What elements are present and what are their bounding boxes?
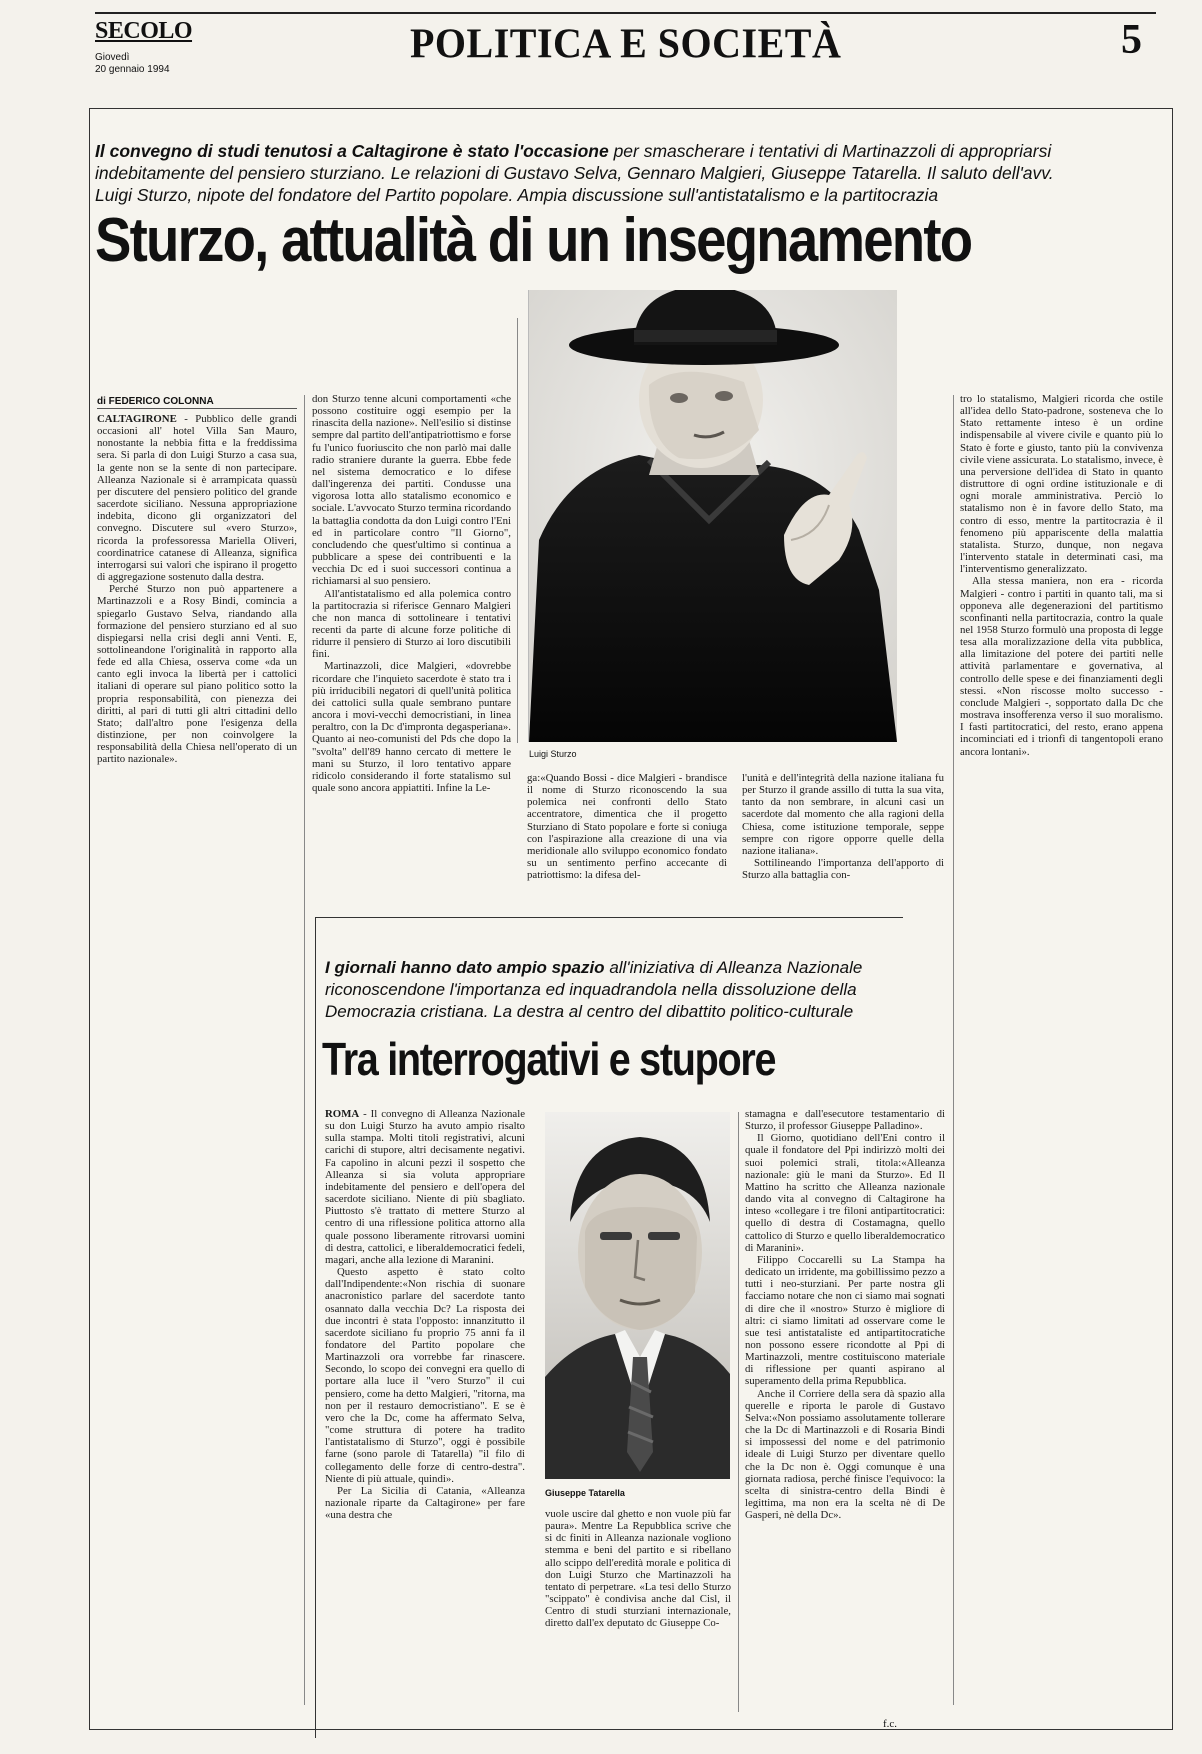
masthead-rule — [95, 12, 1156, 14]
article2-col3-paragraph: stamagna e dall'esecutore testamentario di Sturzo, il professor Giuseppe Palladino». — [745, 1108, 945, 1133]
article1-kicker — [95, 140, 1055, 206]
photo-caption: Luigi Sturzo — [529, 749, 577, 759]
article2-col1-paragraph: Per La Sicilia di Catania, «Alleanza nazionale riparte da Caltagirone» per fare «una destra che — [325, 1484, 525, 1522]
article2-kicker — [325, 957, 895, 1023]
article2-col1-intro: - Il convegno di Alleanza Nazionale su don Luigi Sturzo ha avuto ampio risalto sulla stampa. Molti titoli registrativi, alcuni carichi di stupore, altri decisamente negativi. Fa capolino in alcuni pezzi il sospetto che Alleanza si sia voluta appropriare indebitamente del pensiero e dell'opera del sacerdote siciliano. Niente di più sbagliato. Piuttosto s'è trattato di mettere Sturzo al centro di una riflessione politica attorno alla quale possono liberamente ritrovarsi uomini di destra, cattolici, e liberaldemocratici fedeli, magari, anche alla lezione di Maranini. — [325, 1108, 525, 1266]
article2-col3-paragraph: Anche il Corriere della sera dà spazio alla querelle e riporta le parole di Gustavo Selva:«Non possiamo assolutamente tollerare che la Dc di Martinazzoli e di Rosaria Bindi si impossessi del nome e del patrimonio ideale di Luigi Sturzo per diventare quello che la Dc non è. Oggi comunque è una giornata radiosa, perché finisce l'equivoco: la scelta di sinistra-centro della Bindi è legittima, ma non era la scelta nè di De Gasperi, nè della Dc». — [745, 1387, 945, 1522]
issue-day: Giovedì — [95, 52, 130, 63]
article2-dateline: ROMA — [325, 1108, 360, 1120]
newspaper-brand: SECOLO — [95, 18, 193, 44]
article1-column-3 — [527, 772, 727, 910]
article1-col1-intro: - Pubblico delle grandi occasioni all' hotel Villa San Mauro, nonostante la nebbia fitta e la freddissima sera. Si parla di don Luigi Sturzo a casa sua, la gente non se la sente di non partecipare. Alleanza Nazionale si è arrampicata quassù per discutere del pensiero politico del grande sacerdote siciliano. Nessuna appropriazione indebita, dicono gli organizzatori del convegno. Discutere sul «vero Sturzo», ricorda la professoressa Mariella Oliveri, coordinatrice catanese di Alleanza, significa interrogarsi sui valori che ispirano il progetto di aggregazione sostenuto dalla destra. — [97, 413, 297, 584]
article1-kicker-bold: Il convegno di studi tenutosi a Caltagirone è stato l'occasione — [95, 141, 609, 161]
article1-column-1 — [97, 413, 297, 1713]
article1-col1-paragraph: Perché Sturzo non può appartenere a Martinazzoli e a Rosy Bindi, comincia a spiegarlo Gustavo Selva, riandando alla formazione del pensiero sturziano ed al suo dispiegarsi nella crisi degli anni Venti. E, sottolineandone l'originalità in rapporto alla fede ed alla Chiesa, osserva come «da un canto egli invoca la libertà per i cattolici italiani di operare sul piano politico sotto la propria responsabilità, con pienezza dei diritti, al pari di tutti gli altri cittadini dello Stato; dall'altro pone l'esigenza della distinzione, per non coinvolgere la responsabilità della Chiesa nell'operato di un partito nazionale». — [97, 583, 297, 766]
article1-dateline: CALTAGIRONE — [97, 413, 177, 425]
article1-col2-paragraph: Martinazzoli, dice Malgieri, «dovrebbe ricordare che l'inquieto sacerdote è stato tra i più irriducibili negatori di quell'unità politica dei cattolici sulla quale sembrano puntare ancora i movi-vecchi democristiani, in linea peraltro, con la Dc d'impronta degasperiana». Quanto ai neo-comunisti del Pds che dopo la "svolta" dell'89 hanno cercato di mettere le mani su Sturzo, il loro tentativo appare ridicolo considerando il forte statalismo sul quale sono ancora appiattiti. Infine la Le- — [312, 660, 511, 794]
article1-headline: Sturzo, attualità di un insegnamento — [95, 206, 972, 275]
tatarella-portrait-icon — [545, 1112, 730, 1479]
article1-kicker-rest: per smascherare i tentativi di Martinazzoli di appropriarsi indebitamente del pensiero sturziano. Le relazioni di Gustavo Selva, Gennaro Malgieri, Giuseppe Tatarella. Il saluto dell'avv. Luigi Sturzo, nipote del fondatore del Partito popolare. Ampia discussione sull'antistatalismo e la partitocrazia — [95, 141, 1054, 205]
article2-col2-paragraph: vuole uscire dal ghetto e non vuole più far paura». Mentre La Repubblica scrive che si dc finiti in Alleanza nazionale vogliono stemma e beni del partito e si ribellano allo scippo dell'eredità morale e politica di don Luigi Sturzo che Martinazzoli ha tentato di perpetrare. «La tesi dello Sturzo "scippato" è condivisa anche dal Cisl, il Centro di studi sturziani internazionale, diretto dall'ex deputato dc Giuseppe Co- — [545, 1508, 731, 1630]
photo-giuseppe-tatarella — [545, 1112, 730, 1479]
byline: di FEDERICO COLONNA — [97, 396, 214, 407]
article2-column-2 — [545, 1508, 731, 1708]
article1-col5-paragraph: tro lo statalismo, Malgieri ricorda che ostile all'idea dello Stato-padrone, sosteneva che lo Stato rettamente inteso è un ordine indispensabile al vivere civile e quanto più lo Stato è forte e giusto, tanto più la convivenza civile viene assicurata. Lo statalismo, invece, è una perversione dell'idea di Stato in quanto distruttore di ogni ordine istituzionale e di ogni morale amministrativa. Perciò lo statalismo non è in favore dello Stato, ma contro di esso, mentre la partitocrazia è il fenomeno più appariscente della malattia statalista. Sturzo, dunque, non negava l'intervento statale in determinati casi, ma l'interventismo generalizzato. — [960, 393, 1163, 576]
article2-col1-paragraph: Questo aspetto è stato colto dall'Indipendente:«Non rischia di suonare anacronistico parlare del sacerdote tanto osannato dalla vecchia Dc? La risposta dei due incontri è stata l'opposto: innanzitutto il sacerdote siciliano fu proprio 75 anni fa il fondatore del Partito popolare che Martinazzoli ora vorrebbe far rinascere. Secondo, lo scopo dei convegni era quello di portare alla luce il "vero Sturzo" il cui pensiero, come ha detto Malgieri, "ritorna, ma non per il restauro democristiano". E se è vero che la Dc, come ha affermato Selva, "come struttura di potere ha tradito l'antistatalismo di Sturzo", oggi è possibile farne (sono parole di Tatarella) "il filo di collegamento delle forze di centro-destra". Niente di più attuale, quindi». — [325, 1266, 525, 1485]
article2-col3-paragraph: Filippo Coccarelli su La Stampa ha dedicato un irridente, ma gobillissimo pezzo a tutti i neo-sturziani. Per parte nostra gli facciamo notare che non ci siamo mai sognati di dire che il «nostro» Sturzo è migliore di altri: ci siamo limitati ad osservare come le sue tesi antistataliste ed antipartitocratiche non possono essere ricondotte al Ppi di Martinazzoli, mentre costituiscono materiale di riflessione per quanti aspirano al superamento della prima Repubblica. — [745, 1253, 945, 1388]
page-number: 5 — [1121, 17, 1142, 63]
author-initials: f.c. — [883, 1718, 898, 1730]
article1-col4-paragraph: Sottilineando l'importanza dell'apporto di Sturzo alla battaglia con- — [742, 857, 944, 882]
article1-column-4 — [742, 772, 944, 910]
article1-col5-paragraph: Alla stessa maniera, non era - ricorda Malgieri - contro i partiti in quanto tali, ma si opponeva alle degenerazioni del partitismo sconfinanti nella partitocrazia, contro la quale nel 1958 Sturzo formulò una proposta di legge tesa alla moralizzazione della vita pubblica, alla limitazione del potere dei partiti nelle attività parlamentare e governativa, al controllo delle spese e dei finanziamenti degli stessi. «Non riscosse molto successo - conclude Malgieri -, sopportato dalla Dc che mostrava insofferenza verso il suo moralismo. I fasti partitocratici, del resto, erano appena incominciati ed i trionfi di tangentopoli erano ancora lontani». — [960, 575, 1163, 758]
article1-col2-paragraph: don Sturzo tenne alcuni comportamenti «che possono costituire oggi esempio per la rinascita della nazione». Nell'esilio si distinse sempre dal partito dell'antipatriottismo e forse fu l'unico fuoriuscito che non parlò mai dalle radio straniere durante la guerra. Ebbe fede nel sistema democratico e lo difese dall'ingerenza dei partiti. Condusse una vigorosa lotta allo statalismo economico e sociale. L'avvocato Sturzo termina ricordando la battaglia condotta da don Luigi contro l'Eni ed in particolare contro "Il Giorno", concludendo che quest'ultimo si continua a pubblicare a spese dei contribuenti e la vecchia Dc ed i suoi successori continua a richiamarsi al suo pensiero. — [312, 393, 511, 588]
article1-col4-paragraph: l'unità e dell'integrità della nazione italiana fu per Sturzo il grande assillo di tutta la sua vita, tanto da non sembrare, in alcuni casi un sacerdote dal momento che alla ragioni della Chiesa, come istituzione temporale, seppe sempre con rigore opporre quelle della nazione italiana». — [742, 772, 944, 857]
article2-column-1 — [325, 1108, 525, 1708]
article2-col3-paragraph: Il Giorno, quotidiano dell'Eni contro il quale il fondatore del Ppi indirizzò molti dei suoi polemici strali, titola:«Alleanza nazionale: giù le mani da Sturzo». Ed Il Mattino ha scritto che Alleanza nazionale dando vita al convegno di Caltagirone ha inteso «collegare i tre filoni antipartitocratici: quello di destra di Costamagna, quello cattolico di Sturzo e quello liberaldemocratico di Maranini». — [745, 1132, 945, 1254]
column-divider — [953, 395, 954, 1705]
article2-headline: Tra interrogativi e stupore — [322, 1033, 776, 1085]
article1-col3-paragraph: ga:«Quando Bossi - dice Malgieri - brandisce il nome di Sturzo riconoscendo la sua polemica nei confronti dello Stato accentratore, dimentica che il progetto Sturziano di Stato popolare e forte si coniuga con l'aspirazione alla creazione di una via meridionale allo sviluppo economico fondato su un sentimento perfino accecante di patriottismo: la difesa del- — [527, 772, 727, 882]
byline-rule — [97, 408, 297, 409]
column-divider — [304, 395, 305, 1705]
section-title: POLITICA E SOCIETÀ — [410, 19, 842, 68]
article2-kicker-bold: I giornali hanno dato ampio spazio — [325, 958, 605, 977]
article1-col2-paragraph: All'antistatalismo ed alla polemica contro la partitocrazia si riferisce Gennaro Malgieri che non manca di sottolineare i tentativi recenti da parte di alcune forze politiche di ridurre il pensiero di Sturzo ai loro discutibili fini. — [312, 587, 511, 661]
column-divider — [517, 318, 518, 743]
article1-column-5 — [960, 393, 1163, 1713]
photo-caption: Giuseppe Tatarella — [545, 1488, 625, 1498]
article1-column-2 — [312, 393, 511, 908]
sturzo-portrait-icon — [529, 290, 897, 742]
issue-date: 20 gennaio 1994 — [95, 64, 170, 75]
article2-column-3 — [745, 1108, 945, 1708]
article2-kicker-rest: all'iniziativa di Alleanza Nazionale riconoscendone l'importanza ed inquadrandola nella dissoluzione della Democrazia cristiana. La destra al centro del dibattito politico-culturale — [325, 958, 863, 1021]
photo-luigi-sturzo — [528, 290, 897, 742]
